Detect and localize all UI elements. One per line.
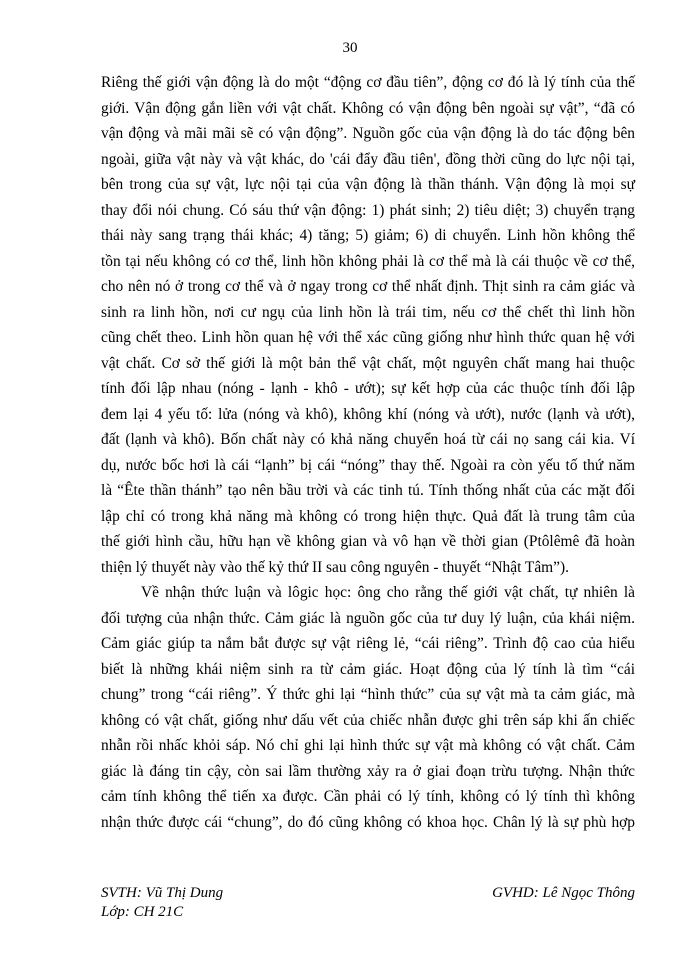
body-text <box>101 70 635 835</box>
text-line: Riêng thế giới vận động là do một “động cơ đầu tiên”, động cơ đó là lý tính của thế <box>101 74 635 91</box>
text-line: thế giới hình cầu, hữu hạn về không gian và vô hạn về thời gian (Ptôlêmê đã hoàn <box>101 533 635 550</box>
class-label: Lớp: CH 21C <box>101 904 184 920</box>
text-line: Cảm giác giúp ta nắm bắt được sự vật riêng lẻ, “cái riêng”. Trình độ cao của hiểu <box>101 635 635 652</box>
text-line: biết là những khái niệm sinh ra từ cảm giác. Hoạt động của lý tính là tìm “cái <box>101 660 635 678</box>
text-line: vật chất. Cơ sở thế giới là một bản thể vật chất, một nguyên chất mang hai thuộc <box>101 354 635 372</box>
text-line: thiện lý thuyết này vào thế kỷ thứ II sau công nguyên - thuyết “Nhật Tâm”). <box>101 558 569 576</box>
text-line: lập chỉ có trong khả năng mà không có trong hiện thực. Quả đất là trung tâm của <box>101 507 635 525</box>
paragraph-epistemology <box>101 580 635 835</box>
text-line: thái này sang trạng thái khác; 4) tăng; 5) giảm; 6) di chuyển. Linh hồn không thể <box>101 227 635 244</box>
text-line: tồn tại nếu không có cơ thể, linh hồn không phải là cơ thể mà là cái thuộc về cơ thể, <box>101 252 635 270</box>
text-line: dụ, nước bốc hơi là cái “lạnh” bị cái “nóng” thay thế. Ngoài ra còn yếu tố thứ năm <box>101 456 635 474</box>
text-line: đem lại 4 yếu tố: lửa (nóng và khô), không khí (nóng và ướt), nước (lạnh và ướt), <box>101 405 635 423</box>
text-line: đất (lạnh và khô). Bốn chất này có khả năng chuyển hoá từ cái nọ sang cái kia. Ví <box>101 431 635 448</box>
text-line: bên trong của sự vật, lực nội tại của vận động là thần thánh. Vận động là mọi sự <box>101 176 635 193</box>
text-line: tính đối lập nhau (nóng - lạnh - khô - ướt); sự kết hợp của các thuộc tính đối lập <box>101 380 635 397</box>
text-line: cho nên nó ở trong cơ thể và ở ngay trong cơ thể nhất định. Thịt sinh ra cảm giác và <box>101 278 635 295</box>
text-line: Về nhận thức luận và lôgic học: ông cho rằng thế giới vật chất, tự nhiên là <box>141 584 635 601</box>
text-line: thay đổi nói chung. Có sáu thứ vận động: 1) phát sinh; 2) tiêu diệt; 3) chuyển trạng <box>101 201 635 219</box>
text-line: đối tượng của nhận thức. Cảm giác là nguồn gốc của tư duy lý luận, của khái niệm. <box>101 609 635 627</box>
text-line: không có vật chất, giống như dấu vết của chiếc nhẫn được ghi trên sáp khi ấn chiếc <box>101 711 635 729</box>
text-line: chung” trong “cái riêng”. Ý thức ghi lại “hình thức” của sự vật mà ta cảm giác, mà <box>101 686 635 703</box>
text-line: giác là đáng tin cậy, còn sai lầm thường xảy ra ở giai đoạn trừu tượng. Nhận thức <box>101 762 635 780</box>
supervisor-name: GVHD: Lê Ngọc Thông <box>492 885 635 901</box>
text-line: giới. Vận động gắn liền với vật chất. Không có vận động bên ngoài sự vật”, “đã có <box>101 99 635 117</box>
text-line: là “Ête thần thánh” tạo nên bầu trời và các tinh tú. Tính thống nhất của các mặt đối <box>101 482 635 499</box>
text-line: ngoài, giữa vật này và vật khác, do 'cái đẩy đầu tiên', đồng thời cũng do lực nội tại, <box>101 150 635 168</box>
text-line: cũng chết theo. Linh hồn quan hệ với thể xác cũng giống như hình thức quan hệ với <box>101 329 635 346</box>
student-name: SVTH: Vũ Thị Dung <box>101 885 224 901</box>
page-footer <box>101 884 635 922</box>
text-line: nhẫn rồi nhấc khỏi sáp. Nó chỉ ghi lại hình thức sự vật mà không có vật chất. Cảm <box>101 737 635 754</box>
page-number: 30 <box>342 40 358 56</box>
paragraph-motion-and-soul <box>101 70 635 580</box>
text-line: vận động và mãi mãi sẽ có vận động”. Nguồn gốc của vận động là do tác động bên <box>101 125 635 142</box>
footer-row <box>101 884 635 903</box>
text-line: nhận thức được cái “chung”, do đó cũng không có khoa học. Chân lý là sự phù hợp <box>101 813 635 831</box>
text-line: cảm tính không thể tiến xa được. Cần phải có lý tính, không có lý tính thì không <box>101 788 635 805</box>
text-line: sinh ra linh hồn, nơi cư ngụ của linh hồn là trái tim, nếu cơ thể chết thì linh hồn <box>101 303 635 321</box>
